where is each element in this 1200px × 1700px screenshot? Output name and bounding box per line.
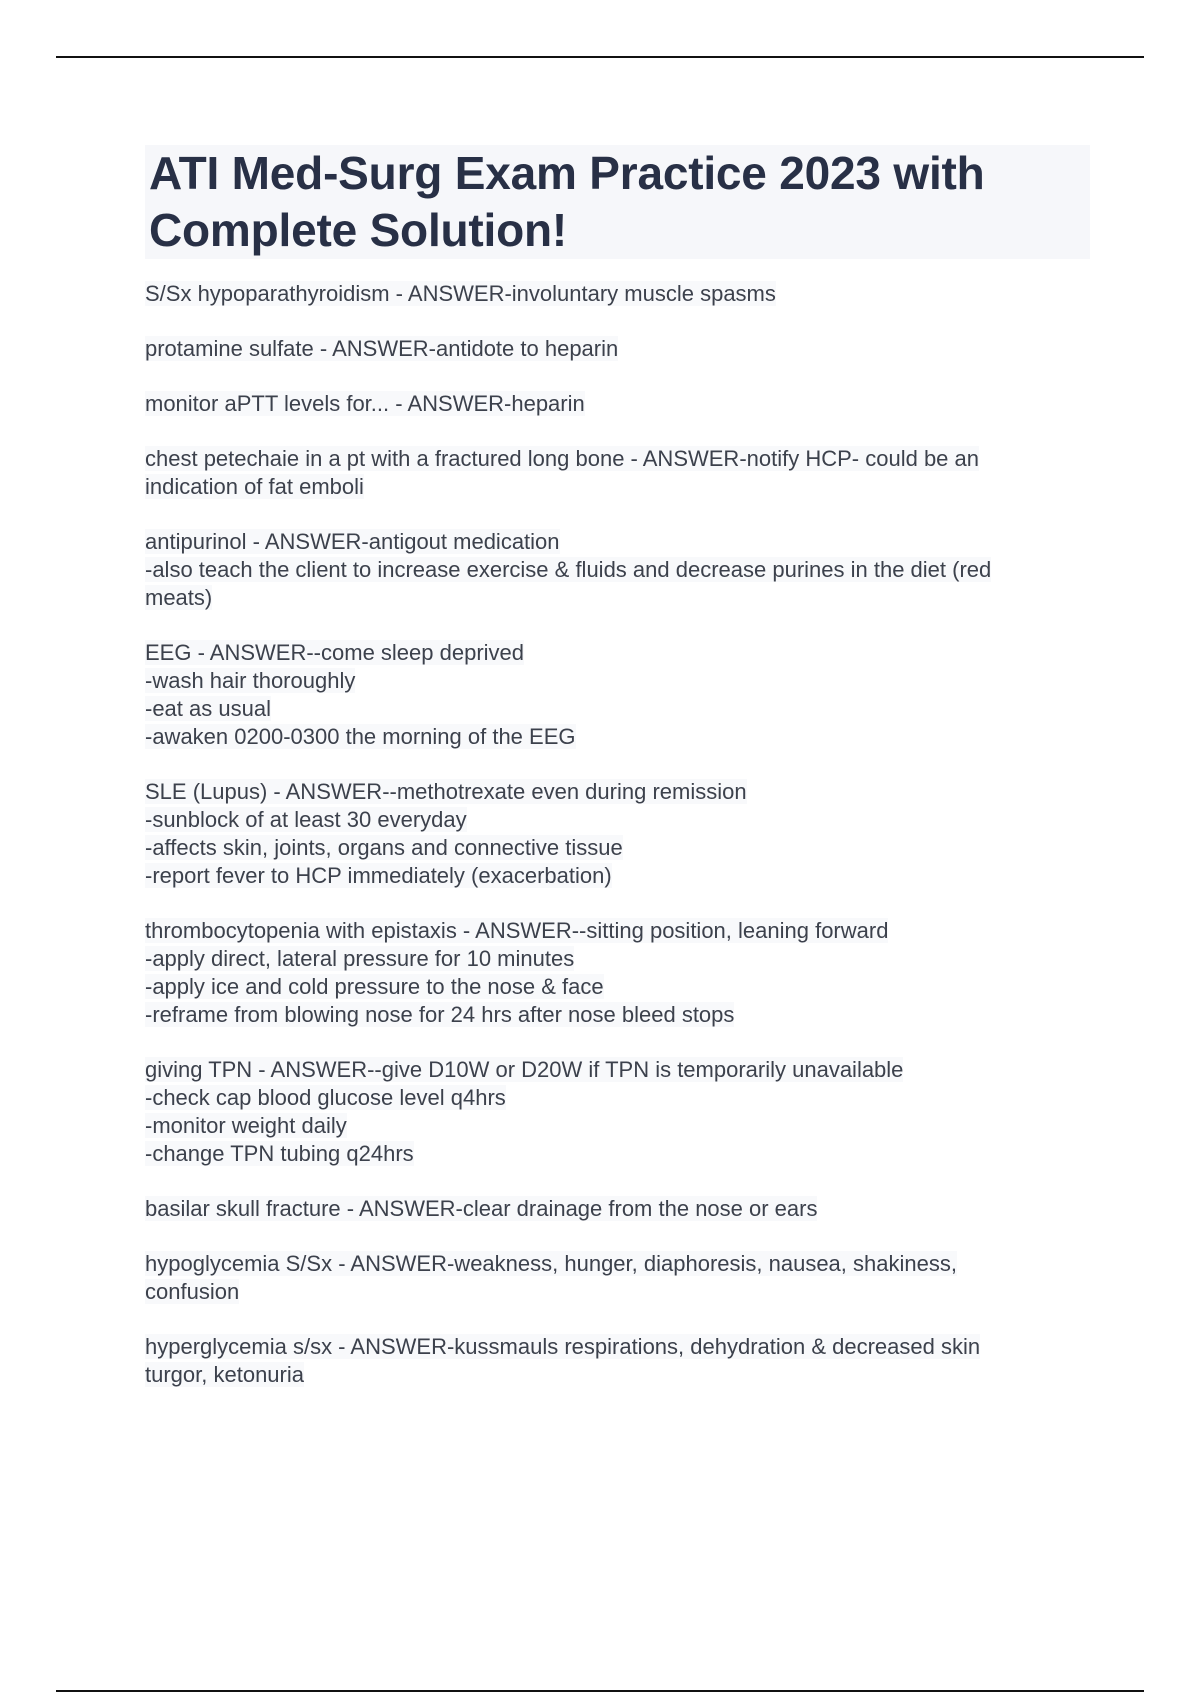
qa-answer-line [145, 973, 1090, 1001]
qa-answer-line [145, 723, 1090, 751]
qa-line-text: confusion [145, 1279, 240, 1304]
qa-answer-line [145, 556, 1090, 584]
qa-line-text: turgor, ketonuria [145, 1362, 304, 1387]
qa-entry [145, 1333, 1090, 1389]
qa-question-line [145, 1195, 1090, 1223]
qa-question-line [145, 917, 1090, 945]
qa-entry [145, 917, 1090, 1029]
qa-answer-line [145, 806, 1090, 834]
qa-question-line [145, 445, 1090, 473]
qa-answer-line [145, 695, 1090, 723]
qa-question-line [145, 280, 1090, 308]
qa-entry [145, 528, 1090, 612]
qa-answer-line [145, 1361, 1090, 1389]
qa-line-text: hyperglycemia s/sx - ANSWER-kussmauls respirations, dehydration & decreased skin [145, 1334, 981, 1359]
qa-line-text: -affects skin, joints, organs and connective tissue [145, 835, 623, 860]
qa-list [145, 280, 1090, 1389]
qa-entry [145, 1195, 1090, 1223]
qa-answer-line [145, 1140, 1090, 1168]
qa-answer-line [145, 862, 1090, 890]
top-rule [56, 56, 1144, 58]
qa-line-text: thrombocytopenia with epistaxis - ANSWER--sitting position, leaning forward [145, 918, 889, 943]
qa-line-text: -awaken 0200-0300 the morning of the EEG [145, 724, 576, 749]
qa-entry [145, 445, 1090, 501]
qa-line-text: basilar skull fracture - ANSWER-clear drainage from the nose or ears [145, 1196, 818, 1221]
bottom-rule [56, 1690, 1144, 1692]
qa-line-text: giving TPN - ANSWER--give D10W or D20W if TPN is temporarily unavailable [145, 1057, 904, 1082]
qa-question-line [145, 528, 1090, 556]
qa-entry [145, 778, 1090, 890]
qa-line-text: indication of fat emboli [145, 474, 364, 499]
qa-entry [145, 335, 1090, 363]
qa-line-text: S/Sx hypoparathyroidism - ANSWER-involuntary muscle spasms [145, 281, 776, 306]
qa-answer-line [145, 1084, 1090, 1112]
qa-question-line [145, 1333, 1090, 1361]
qa-answer-line [145, 473, 1090, 501]
qa-line-text: -also teach the client to increase exercise & fluids and decrease purines in the diet (red [145, 557, 992, 582]
qa-line-text: -eat as usual [145, 696, 271, 721]
qa-line-text: meats) [145, 585, 213, 610]
qa-line-text: SLE (Lupus) - ANSWER--methotrexate even during remission [145, 779, 747, 804]
title-line: ATI Med-Surg Exam Practice 2023 with [149, 147, 985, 199]
qa-line-text: -check cap blood glucose level q4hrs [145, 1085, 506, 1110]
qa-line-text: chest petechaie in a pt with a fractured long bone - ANSWER-notify HCP- could be an [145, 446, 979, 471]
qa-line-text: protamine sulfate - ANSWER-antidote to heparin [145, 336, 619, 361]
qa-question-line [145, 639, 1090, 667]
qa-question-line [145, 778, 1090, 806]
qa-answer-line [145, 1278, 1090, 1306]
qa-line-text: -report fever to HCP immediately (exacerbation) [145, 863, 612, 888]
qa-line-text: -wash hair thoroughly [145, 668, 356, 693]
qa-line-text: -sunblock of at least 30 everyday [145, 807, 467, 832]
qa-question-line [145, 1250, 1090, 1278]
qa-line-text: monitor aPTT levels for... - ANSWER-heparin [145, 391, 585, 416]
qa-line-text: -change TPN tubing q24hrs [145, 1141, 414, 1166]
qa-entry [145, 639, 1090, 751]
qa-answer-line [145, 834, 1090, 862]
qa-question-line [145, 335, 1090, 363]
qa-line-text: -apply direct, lateral pressure for 10 minutes [145, 946, 575, 971]
qa-line-text: hypoglycemia S/Sx - ANSWER-weakness, hunger, diaphoresis, nausea, shakiness, [145, 1251, 957, 1276]
qa-answer-line [145, 1001, 1090, 1029]
qa-line-text: -apply ice and cold pressure to the nose & face [145, 974, 604, 999]
qa-line-text: -monitor weight daily [145, 1113, 347, 1138]
document-title [145, 145, 1090, 259]
qa-entry [145, 280, 1090, 308]
qa-answer-line [145, 1112, 1090, 1140]
qa-answer-line [145, 945, 1090, 973]
qa-line-text: EEG - ANSWER--come sleep deprived [145, 640, 525, 665]
qa-entry [145, 1250, 1090, 1306]
qa-entry [145, 390, 1090, 418]
qa-answer-line [145, 584, 1090, 612]
qa-answer-line [145, 667, 1090, 695]
qa-line-text: antipurinol - ANSWER-antigout medication [145, 529, 560, 554]
qa-question-line [145, 390, 1090, 418]
qa-line-text: -reframe from blowing nose for 24 hrs after nose bleed stops [145, 1002, 735, 1027]
title-line: Complete Solution! [149, 204, 568, 256]
qa-question-line [145, 1056, 1090, 1084]
qa-entry [145, 1056, 1090, 1168]
document-body [145, 145, 1090, 1416]
